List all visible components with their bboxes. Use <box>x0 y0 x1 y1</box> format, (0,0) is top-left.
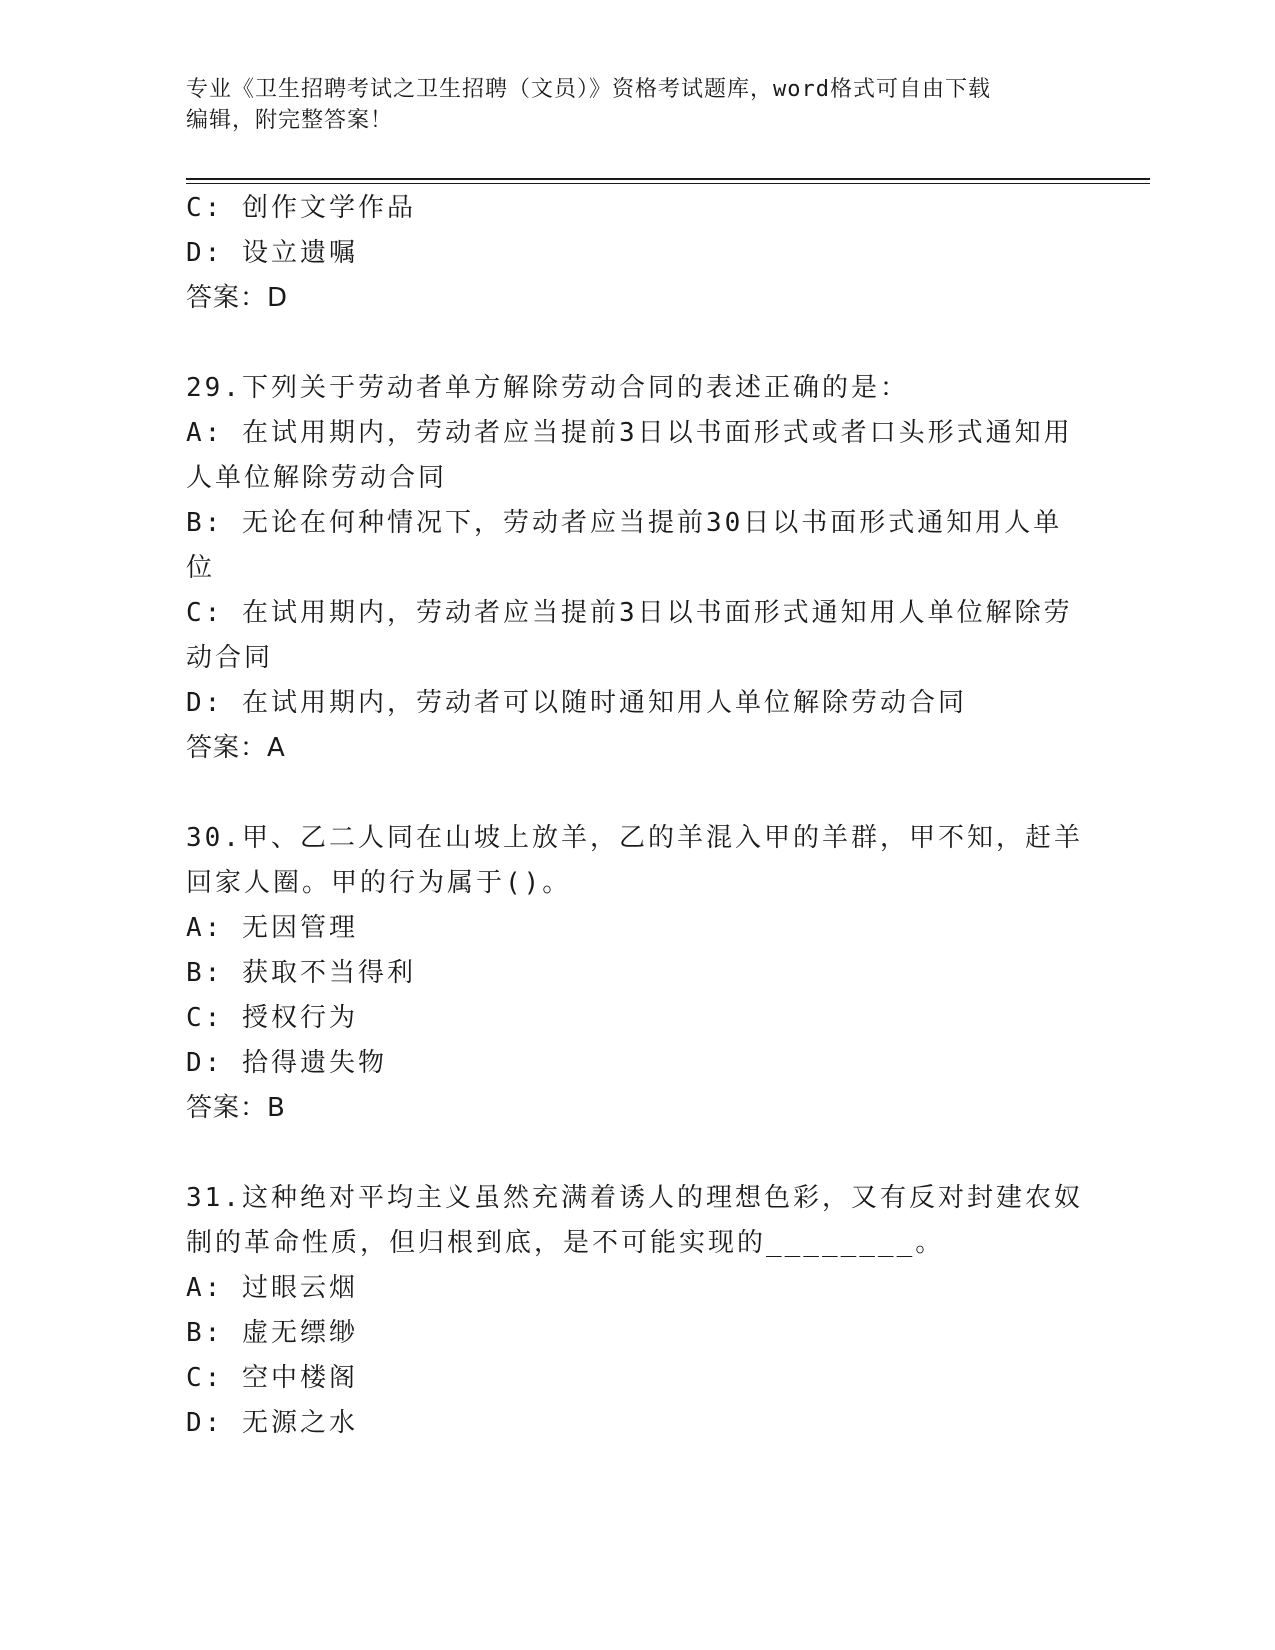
header-line-1: 专业《卫生招聘考试之卫生招聘（文员）》资格考试题库，word格式可自由下载 <box>186 77 991 102</box>
q29-option-d: D: 在试用期内，劳动者可以随时通知用人单位解除劳动合同 <box>186 688 967 718</box>
q30-answer: 答案：B <box>186 1093 286 1123</box>
q30-stem-line-1: 30.甲、乙二人同在山坡上放羊，乙的羊混入甲的羊群，甲不知，赶羊 <box>186 823 1083 853</box>
q30-option-a: A: 无因管理 <box>186 913 358 943</box>
q29-option-b-line-1: B: 无论在何种情况下，劳动者应当提前30日以书面形式通知用人单 <box>186 508 1063 538</box>
header-divider-thick <box>186 178 1150 180</box>
q31-option-c: C: 空中楼阁 <box>186 1363 358 1393</box>
q28-option-d: D: 设立遗嘱 <box>186 238 358 268</box>
header-line-2: 编辑，附完整答案！ <box>186 108 394 133</box>
q29-option-c-line-1: C: 在试用期内，劳动者应当提前3日以书面形式通知用人单位解除劳 <box>186 598 1073 628</box>
q31-option-b: B: 虚无缥缈 <box>186 1318 358 1348</box>
document-header <box>186 74 1066 136</box>
header-divider-thin <box>186 183 1150 184</box>
q31-option-d: D: 无源之水 <box>186 1408 358 1438</box>
q30-option-c: C: 授权行为 <box>186 1003 358 1033</box>
q29-option-b-line-2: 位 <box>186 553 216 583</box>
q29-option-c-line-2: 动合同 <box>186 643 274 673</box>
q29-option-a-line-1: A: 在试用期内，劳动者应当提前3日以书面形式或者口头形式通知用 <box>186 418 1073 448</box>
q30-option-d: D: 拾得遗失物 <box>186 1048 387 1078</box>
q29-answer: 答案：A <box>186 733 286 763</box>
q29-option-a-line-2: 人单位解除劳动合同 <box>186 463 448 493</box>
q30-option-b: B: 获取不当得利 <box>186 958 416 988</box>
q28-option-c: C: 创作文学作品 <box>186 193 416 223</box>
q29-stem: 29.下列关于劳动者单方解除劳动合同的表述正确的是： <box>186 373 909 403</box>
q28-answer: 答案：D <box>186 283 289 313</box>
q31-option-a: A: 过眼云烟 <box>186 1273 358 1303</box>
q31-stem-line-2: 制的革命性质，但归根到底，是不可能实现的________。 <box>186 1228 945 1258</box>
q31-stem-line-1: 31.这种绝对平均主义虽然充满着诱人的理想色彩，又有反对封建农奴 <box>186 1183 1083 1213</box>
q30-stem-line-2: 回家人圈。甲的行为属于()。 <box>186 868 572 898</box>
